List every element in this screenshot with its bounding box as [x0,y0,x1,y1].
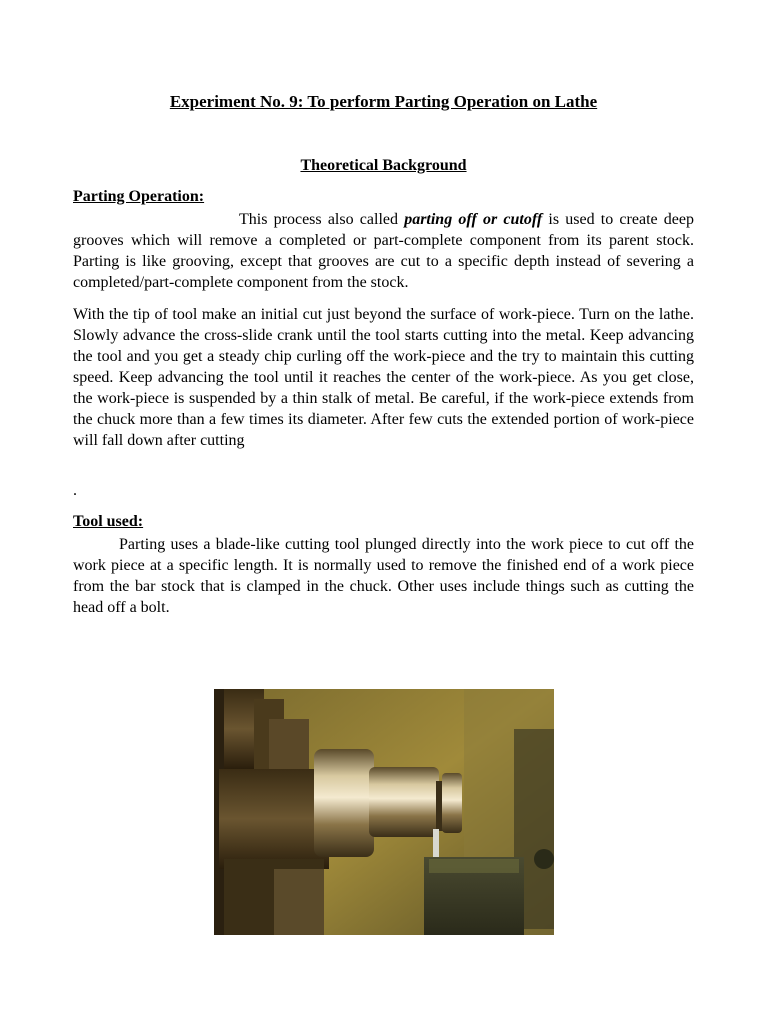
tool-paragraph: Parting uses a blade-like cutting tool plunged directly into the work piece to cut off the work piece at a specific length. It is normally used to remove the finished end of a work piece from the bar stock that is clamped in the chuck. Other uses include things such as cutting the head off a bolt. [73,536,694,616]
parting-para1-after: is used to create deep grooves which will remove a completed or part-complete component from its parent stock. Parting is like grooving, except that grooves are cut to a specific depth instead of severing a completed/part-complete component from the stock. [73,211,695,291]
parting-para1-before: This process also called [239,211,405,228]
page-title: Experiment No. 9: To perform Parting Operation on Lathe [169,92,598,111]
section-title: Theoretical Background [300,157,467,174]
lathe-photo-illustration [214,689,554,935]
lathe-parting-photo [214,689,554,935]
tool-heading: Tool used: [73,513,144,530]
parting-heading: Parting Operation: [73,188,205,205]
stray-dot: . [73,482,77,499]
parting-emphasis: parting off or cutoff [404,211,543,228]
parting-paragraph-2: With the tip of tool make an initial cut just beyond the surface of work-piece. Turn on the lathe. Slowly advance the cross-slide crank until the tool starts cutting into the metal. Keep advancing the tool and you get a steady chip curling off the work-piece and the try to maintain this cutting speed. Keep advancing the tool until it reaches the center of the work-piece. As you get close, the work-piece is suspended by a thin stalk of metal. Be careful, if the work-piece extends from the chuck more than a few times its diameter. After few cuts the extended portion of work-piece will fall down after cutting [73,306,694,449]
parting-paragraph-1 [73,209,694,293]
